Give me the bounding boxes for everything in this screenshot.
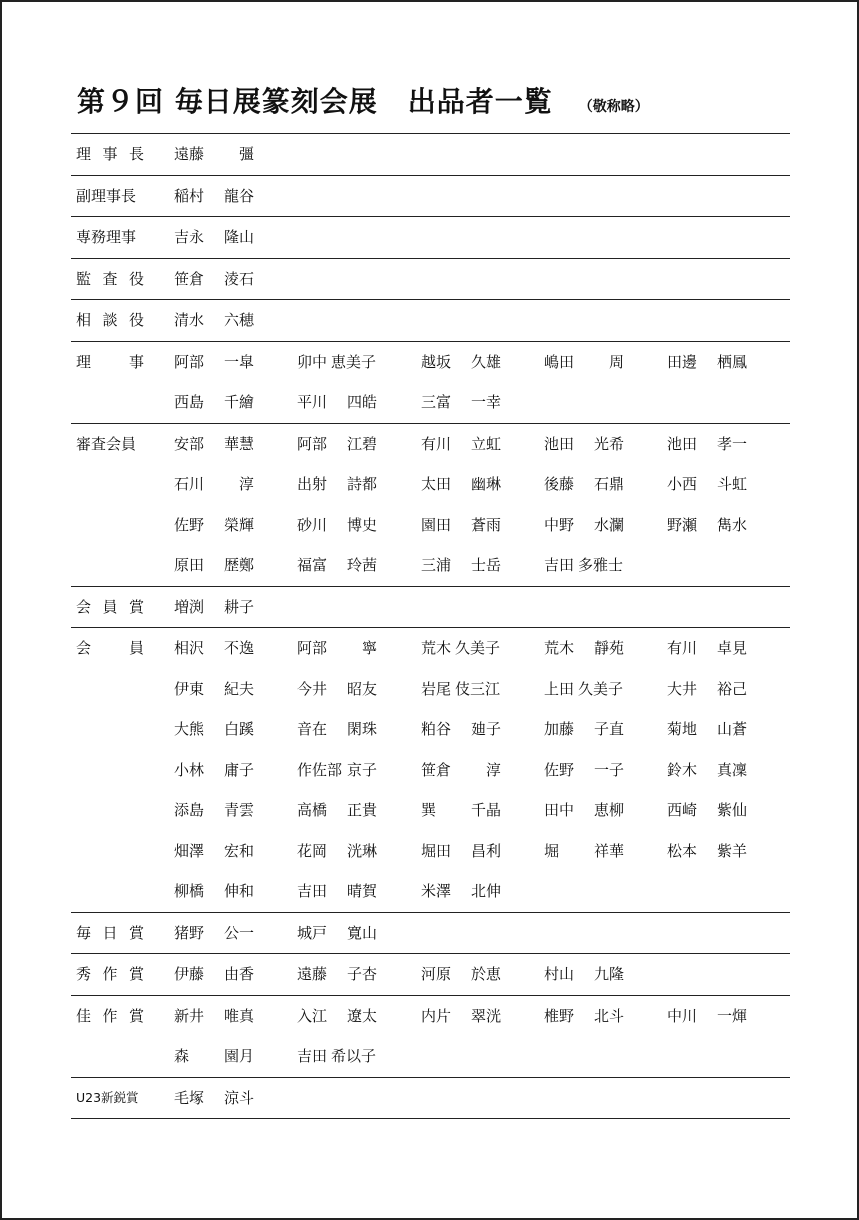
family-name: 遠藤 [174,145,205,163]
given-name: 栖鳳 [716,352,747,371]
person-name [667,424,747,465]
given-name: 四皓 [346,393,377,411]
family-name: 菊地 [667,720,698,738]
given-name: 華慧 [223,434,254,453]
family-name: 米澤 [421,882,452,900]
family-name: 西崎 [667,801,698,819]
given-name: 石鼎 [593,475,624,493]
family-name: 太田 [421,475,452,493]
given-name: 涼斗 [223,1088,254,1107]
given-name: 立虹 [470,434,501,453]
roster-section [71,217,790,259]
roster-section [71,424,790,587]
family-name: 有川 [421,434,452,453]
person-name [297,831,377,872]
person-name [297,628,377,669]
person-name [544,954,624,995]
person-name [667,709,747,750]
given-name: 淳 [238,475,254,493]
name-grid [174,134,790,175]
person-name [174,1078,254,1119]
person-name [421,996,501,1037]
section-label: 理 事 長 [76,145,144,163]
person-name [174,300,254,341]
given-name: 正貴 [346,801,377,819]
family-name: 中川 [667,1006,698,1025]
person-name [421,954,501,995]
given-name: 彊 [238,145,254,163]
family-name: 田中 [544,801,575,819]
person-name [544,996,624,1037]
given-name: 京子 [346,760,377,779]
person-name [544,464,624,505]
person-name [421,709,501,750]
family-name: 上田 [544,679,575,698]
given-name: 廸子 [470,720,501,738]
family-name: 遠藤 [297,965,328,983]
person-name [544,628,624,669]
person-name [174,342,254,383]
person-name [174,871,254,912]
family-name: 相沢 [174,639,205,657]
family-name: 清水 [174,311,205,329]
family-name: 猪野 [174,923,205,942]
person-name [297,750,377,791]
roster-section [71,913,790,955]
family-name: 堀 [544,841,560,860]
title-main: 第９回 毎日展篆刻会展 [77,85,378,118]
family-name: 田邊 [667,352,698,371]
family-name: 阿部 [297,434,328,453]
family-name: 野瀬 [667,515,698,534]
family-name: 三富 [421,393,452,411]
family-name: 有川 [667,639,698,657]
given-name: 千晶 [470,801,501,819]
person-name [544,750,624,791]
family-name: 内片 [421,1006,452,1025]
person-name [421,382,501,423]
family-name: 音在 [297,720,328,738]
given-name: 一煇 [716,1006,747,1025]
person-name [174,134,254,175]
person-name [174,913,254,954]
family-name: 新井 [174,1006,205,1025]
person-name [174,790,254,831]
given-name: 久雄 [470,352,501,371]
person-name [174,996,254,1037]
family-name: 小林 [174,760,205,779]
family-name: 後藤 [544,475,575,493]
given-name: 於恵 [470,965,501,983]
family-name: 荒木 [544,639,575,657]
person-name [421,628,501,669]
family-name: 池田 [667,434,698,453]
given-name: 遼太 [346,1006,377,1025]
given-name: 宏和 [223,841,254,860]
title-note: （敬称略） [578,99,649,115]
person-name [174,831,254,872]
family-name: 河原 [421,965,452,983]
person-name [421,464,501,505]
roster-section [71,996,790,1078]
given-name: 周 [608,352,624,371]
person-name [174,424,254,465]
given-name: 庸子 [223,760,254,779]
family-name: 安部 [174,434,205,453]
person-name [667,505,747,546]
family-name: 原田 [174,556,205,574]
given-name: 寧 [361,639,377,657]
given-name: 裕己 [716,679,747,698]
family-name: 椎野 [544,1006,575,1025]
family-name: 砂川 [297,515,328,534]
given-name: 蒼雨 [470,515,501,534]
person-name [544,505,624,546]
given-name: 晴賀 [346,882,377,900]
person-name [667,750,747,791]
person-name [544,669,624,710]
section-label: 佳 作 賞 [76,1006,144,1025]
person-name [297,709,377,750]
person-name [174,505,254,546]
name-grid [174,913,790,954]
roster-section [71,176,790,218]
family-name: 福富 [297,556,328,574]
given-name: 園月 [223,1047,254,1065]
family-name: 阿部 [297,639,328,657]
given-name: 希以子 [331,1047,377,1065]
given-name: 青雲 [223,801,254,819]
given-name: 一子 [593,760,624,779]
person-name [667,790,747,831]
person-name [667,831,747,872]
family-name: 巽 [421,801,437,819]
given-name: 公一 [223,923,254,942]
given-name: 山蒼 [716,720,747,738]
family-name: 森 [174,1047,190,1065]
given-name: 伎三江 [455,679,501,698]
family-name: 平川 [297,393,328,411]
person-name [544,424,624,465]
given-name: 昌利 [470,841,501,860]
name-grid [174,176,790,217]
person-name [297,954,377,995]
family-name: 佐野 [544,760,575,779]
family-name: 畑澤 [174,841,205,860]
given-name: 寛山 [346,923,377,942]
person-name [174,1036,254,1077]
roster-section [71,300,790,342]
name-grid [174,300,790,341]
given-name: 卓見 [716,639,747,657]
roster-section [71,1078,790,1120]
given-name: 博史 [346,515,377,534]
person-name [174,259,254,300]
given-name: 士岳 [470,556,501,574]
given-name: 歴鄭 [223,556,254,574]
family-name: 今井 [297,679,328,698]
given-name: 水瀾 [593,515,624,534]
family-name: 佐野 [174,515,205,534]
person-name [297,382,377,423]
family-name: 三浦 [421,556,452,574]
given-name: 昭友 [346,679,377,698]
family-name: 添島 [174,801,205,819]
given-name: 多雅士 [578,556,624,574]
family-name: 大井 [667,679,698,698]
person-name [174,750,254,791]
roster-section [71,587,790,629]
family-name: 越坂 [421,352,452,371]
section-label: 秀 作 賞 [76,965,144,983]
person-name [297,913,377,954]
roster-table [71,133,790,1119]
given-name: 龍谷 [223,186,254,205]
given-name: 九隆 [593,965,624,983]
roster-section [71,259,790,301]
person-name [544,545,624,586]
family-name: 稲村 [174,186,205,205]
given-name: 由香 [223,965,254,983]
person-name [174,628,254,669]
family-name: 大熊 [174,720,205,738]
title-sub: 出品者一覧 [407,85,553,118]
given-name: 一幸 [470,393,501,411]
given-name: 祥華 [593,841,624,860]
person-name [174,587,254,628]
given-name: 淳 [485,760,501,779]
section-label: 相 談 役 [76,311,144,329]
given-name: 紀夫 [223,679,254,698]
family-name: 卯中 [297,352,328,371]
section-label: 審査会員 [76,434,137,453]
family-name: 笹倉 [421,760,452,779]
family-name: 出射 [297,475,328,493]
person-name [667,628,747,669]
family-name: 笹倉 [174,269,205,288]
section-label: U23新鋭賞 [76,1089,139,1105]
given-name: 恵柳 [593,801,624,819]
family-name: 高橋 [297,801,328,819]
family-name: 粕谷 [421,720,452,738]
family-name: 松本 [667,841,698,860]
given-name: 不逸 [223,639,254,657]
page-title [77,80,649,124]
given-name: 詩都 [346,475,377,493]
given-name: 洸琳 [346,841,377,860]
family-name: 増渕 [174,597,205,616]
section-label: 監 査 役 [76,269,144,288]
family-name: 毛塚 [174,1088,205,1107]
given-name: 紫羊 [716,841,747,860]
person-name [297,871,377,912]
given-name: 翠洸 [470,1006,501,1025]
person-name [174,382,254,423]
family-name: 伊藤 [174,965,205,983]
name-grid [174,1078,790,1119]
family-name: 嶋田 [544,352,575,371]
name-grid [174,587,790,628]
person-name [297,424,377,465]
given-name: 北斗 [593,1006,624,1025]
given-name: 玲茜 [346,556,377,574]
person-name [421,750,501,791]
name-grid [174,954,790,995]
family-name: 岩尾 [421,679,452,698]
given-name: 久美子 [455,639,501,657]
family-name: 加藤 [544,720,575,738]
person-name [421,871,501,912]
person-name [297,464,377,505]
person-name [297,505,377,546]
name-grid [174,259,790,300]
section-label: 副理事長 [76,186,137,205]
given-name: 閑珠 [346,720,377,738]
given-name: 孝一 [716,434,747,453]
given-name: 斗虹 [716,475,747,493]
given-name: 耕子 [223,597,254,616]
person-name [174,464,254,505]
person-name [544,709,624,750]
person-name [421,831,501,872]
person-name [667,996,747,1037]
person-name [297,790,377,831]
person-name [421,669,501,710]
given-name: 六穂 [223,311,254,329]
given-name: 唯真 [223,1006,254,1025]
family-name: 吉永 [174,228,205,246]
given-name: 恵美子 [331,352,377,371]
person-name [174,669,254,710]
section-label: 会 員 [76,639,144,657]
family-name: 中野 [544,515,575,534]
given-name: 雋水 [716,515,747,534]
person-name [421,790,501,831]
person-name [174,217,254,258]
given-name: 真凜 [716,760,747,779]
person-name [174,954,254,995]
person-name [667,669,747,710]
person-name [544,342,624,383]
name-grid [174,996,790,1077]
family-name: 吉田 [544,556,575,574]
roster-section [71,954,790,996]
person-name [297,1036,377,1077]
person-name [544,831,624,872]
family-name: 石川 [174,475,205,493]
person-name [544,790,624,831]
given-name: 一皐 [223,352,254,371]
family-name: 荒木 [421,639,452,657]
family-name: 園田 [421,515,452,534]
person-name [297,545,377,586]
given-name: 淩石 [223,269,254,288]
family-name: 鈴木 [667,760,698,779]
family-name: 西島 [174,393,205,411]
given-name: 北伸 [470,882,501,900]
person-name [421,342,501,383]
person-name [297,342,377,383]
section-label: 会 員 賞 [76,597,144,616]
family-name: 堀田 [421,841,452,860]
given-name: 子杏 [346,965,377,983]
family-name: 吉田 [297,882,328,900]
given-name: 子直 [593,720,624,738]
family-name: 作佐部 [297,760,343,779]
given-name: 伸和 [223,882,254,900]
person-name [667,342,747,383]
person-name [421,424,501,465]
person-name [297,669,377,710]
family-name: 柳橋 [174,882,205,900]
given-name: 久美子 [578,679,624,698]
given-name: 白蹊 [223,720,254,738]
person-name [174,545,254,586]
name-grid [174,424,790,586]
name-grid [174,628,790,912]
roster-section [71,134,790,176]
family-name: 小西 [667,475,698,493]
family-name: 花岡 [297,841,328,860]
given-name: 千繪 [223,393,254,411]
section-label: 毎 日 賞 [76,923,144,942]
person-name [421,545,501,586]
given-name: 紫仙 [716,801,747,819]
family-name: 伊東 [174,679,205,698]
family-name: 城戸 [297,923,328,942]
given-name: 江碧 [346,434,377,453]
family-name: 阿部 [174,352,205,371]
given-name: 隆山 [223,228,254,246]
person-name [174,709,254,750]
family-name: 池田 [544,434,575,453]
family-name: 入江 [297,1006,328,1025]
given-name: 幽琳 [470,475,501,493]
family-name: 村山 [544,965,575,983]
given-name: 靜苑 [593,639,624,657]
roster-section [71,342,790,424]
name-grid [174,217,790,258]
section-label: 理 事 [76,352,144,371]
name-grid [174,342,790,423]
person-name [174,176,254,217]
given-name: 光希 [593,434,624,453]
given-name: 榮輝 [223,515,254,534]
family-name: 吉田 [297,1047,328,1065]
person-name [667,464,747,505]
roster-section [71,628,790,913]
person-name [421,505,501,546]
section-label: 専務理事 [76,228,137,246]
person-name [297,996,377,1037]
